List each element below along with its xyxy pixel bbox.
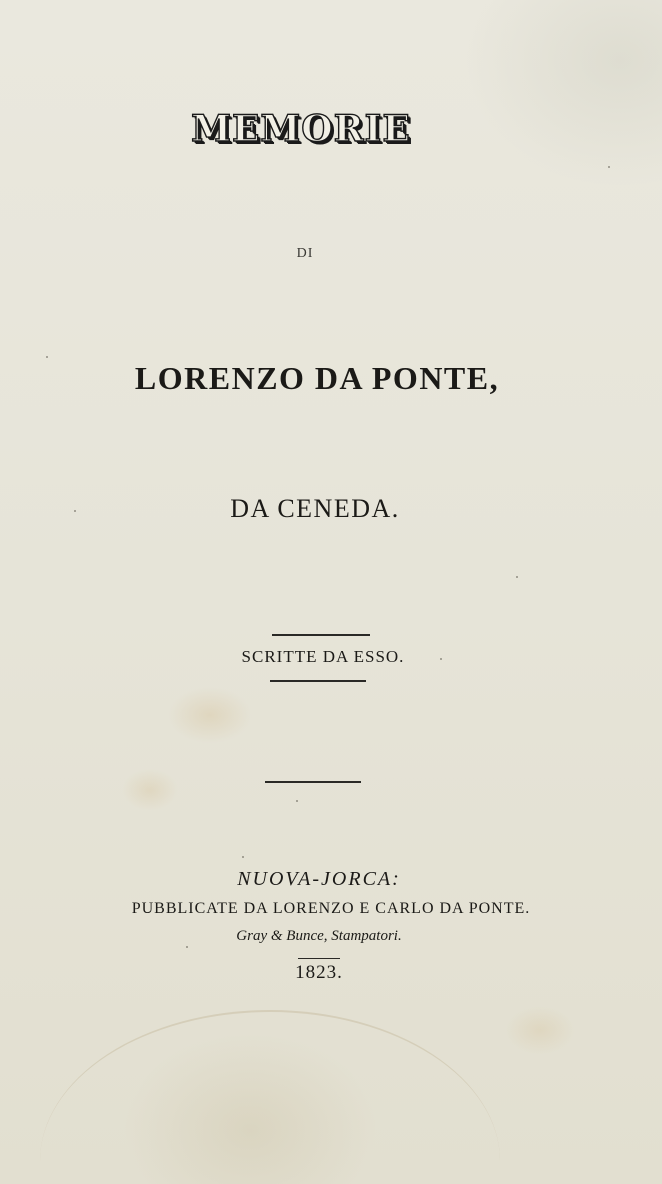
author-origin: DA CENEDA.	[230, 494, 400, 523]
water-stain	[40, 1010, 500, 1184]
paper-speck	[516, 576, 518, 578]
rule-above-year	[298, 958, 340, 959]
paper-speck	[46, 356, 48, 358]
publication-year: 1823.	[295, 962, 343, 983]
book-title: MEMORIE	[191, 108, 411, 150]
rule-below-subtitle	[270, 680, 366, 682]
paper-speck	[242, 856, 244, 858]
paper-speck	[296, 800, 298, 802]
author-name: LORENZO DA PONTE,	[134, 360, 500, 396]
publisher-line: PUBBLICATE DA LORENZO E CARLO DA PONTE.	[131, 900, 531, 917]
connector-word: DI	[296, 246, 314, 261]
paper-speck	[608, 166, 610, 168]
printer-line: Gray & Bunce, Stampatori.	[236, 928, 402, 944]
rule-above-subtitle	[272, 634, 370, 636]
paper-speck	[186, 946, 188, 948]
subtitle: SCRITTE DA ESSO.	[241, 647, 405, 666]
rule-divider	[265, 781, 361, 783]
publication-place: NUOVA-JORCA:	[237, 868, 401, 890]
